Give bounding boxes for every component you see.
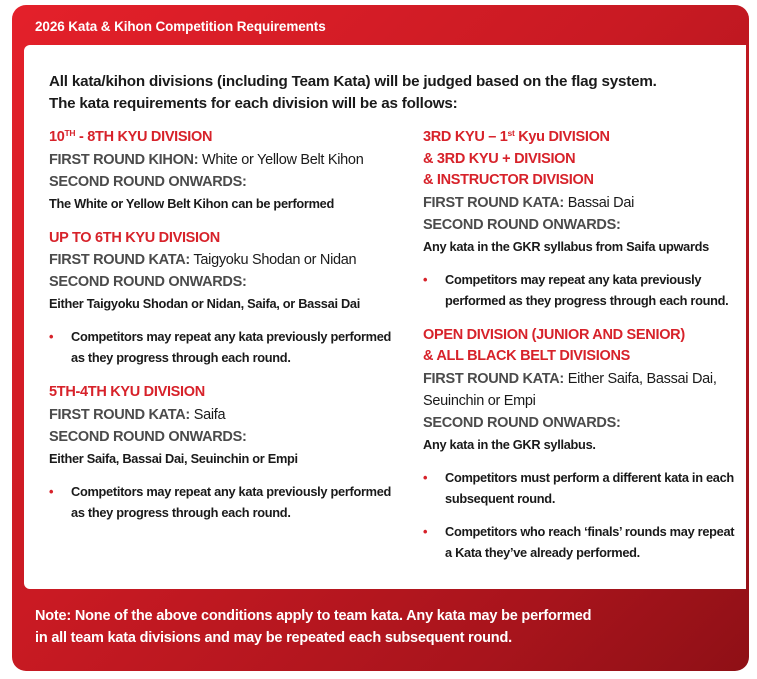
first-round-line: FIRST ROUND KATA: Saifa xyxy=(49,406,226,423)
bullet-dot-icon: • xyxy=(49,329,54,344)
footer-note-line-2: in all team kata divisions and may be repeated each subsequent round. xyxy=(35,630,512,646)
card-title: 2026 Kata & Kihon Competition Requirements xyxy=(35,19,326,34)
section-title-line-2: & ALL BLACK BELT DIVISIONS xyxy=(423,348,631,364)
intro-line-2: The kata requirements for each division will be as follows: xyxy=(49,95,458,112)
second-round-label: SECOND ROUND ONWARDS: xyxy=(49,428,247,445)
footer-note-line-1: Note: None of the above conditions apply to team kata. Any kata may be performed xyxy=(35,608,592,624)
bullet-dot-icon: • xyxy=(423,523,428,539)
bullet-dot-icon: • xyxy=(49,483,54,499)
intro-text xyxy=(49,71,729,115)
intro-line-1: All kata/kihon divisions (including Team Kata) will be judged based on the flag system. xyxy=(49,73,657,90)
section-title: UP TO 6TH KYU DIVISION xyxy=(49,229,220,246)
first-round-line: FIRST ROUND KATA: Taigyoku Shodan or Nidan xyxy=(49,252,357,268)
second-round-text: Either Saifa, Bassai Dai, Seuinchin or Empi xyxy=(49,450,298,466)
second-round-text: Either Taigyoku Shodan or Nidan, Saifa, or Bassai Dai xyxy=(49,296,360,311)
second-round-text: Any kata in the GKR syllabus from Saifa upwards xyxy=(423,238,709,254)
second-round-label: SECOND ROUND ONWARDS: xyxy=(49,173,247,190)
section-title: OPEN DIVISION (JUNIOR AND SENIOR) xyxy=(423,326,685,343)
section-open-division xyxy=(423,325,743,563)
second-round-text: Any kata in the GKR syllabus. xyxy=(423,436,596,452)
section-title: 5TH-4TH KYU DIVISION xyxy=(49,384,205,400)
bullet-dot-icon: • xyxy=(423,469,428,485)
section-title-line-2: & 3RD KYU + DIVISION xyxy=(423,150,576,167)
bullet-dot-icon: • xyxy=(423,271,428,287)
requirements-card xyxy=(12,5,749,671)
list-item: • Competitors who reach ‘finals’ rounds may repeat a Kata they’ve already performed. xyxy=(423,521,743,563)
second-round-label: SECOND ROUND ONWARDS: xyxy=(49,274,247,290)
list-item: • Competitors must perform a different kata in each subsequent round. xyxy=(423,467,743,509)
content-panel xyxy=(24,45,746,589)
right-column xyxy=(423,127,743,577)
first-round-line: FIRST ROUND KATA: Either Saifa, Bassai Dai, xyxy=(423,370,717,387)
section-3rd-1st-kyu xyxy=(423,127,743,311)
section-title: 10TH - 8TH KYU DIVISION xyxy=(49,128,213,145)
footer-note xyxy=(35,605,735,649)
list-item: • Competitors may repeat any kata previously performed as they progress through each round. xyxy=(49,481,399,523)
list-item: • Competitors may repeat any kata previously performed as they progress through each round. xyxy=(49,326,399,368)
second-round-label: SECOND ROUND ONWARDS: xyxy=(423,216,621,233)
section-title: 3RD KYU – 1st Kyu DIVISION xyxy=(423,128,610,145)
left-column xyxy=(49,127,399,537)
first-round-line: FIRST ROUND KIHON: White or Yellow Belt Kihon xyxy=(49,151,364,168)
list-item: • Competitors may repeat any kata previously performed as they progress through each round. xyxy=(423,269,743,311)
first-round-line-cont: Seuinchin or Empi xyxy=(423,392,536,409)
section-title-line-3: & INSTRUCTOR DIVISION xyxy=(423,172,594,188)
section-5th-4th-kyu xyxy=(49,382,399,523)
section-10th-8th-kyu xyxy=(49,127,399,214)
section-up-to-6th-kyu xyxy=(49,228,399,369)
second-round-text: The White or Yellow Belt Kihon can be performed xyxy=(49,195,335,211)
second-round-label: SECOND ROUND ONWARDS: xyxy=(423,414,621,431)
first-round-line: FIRST ROUND KATA: Bassai Dai xyxy=(423,194,635,211)
